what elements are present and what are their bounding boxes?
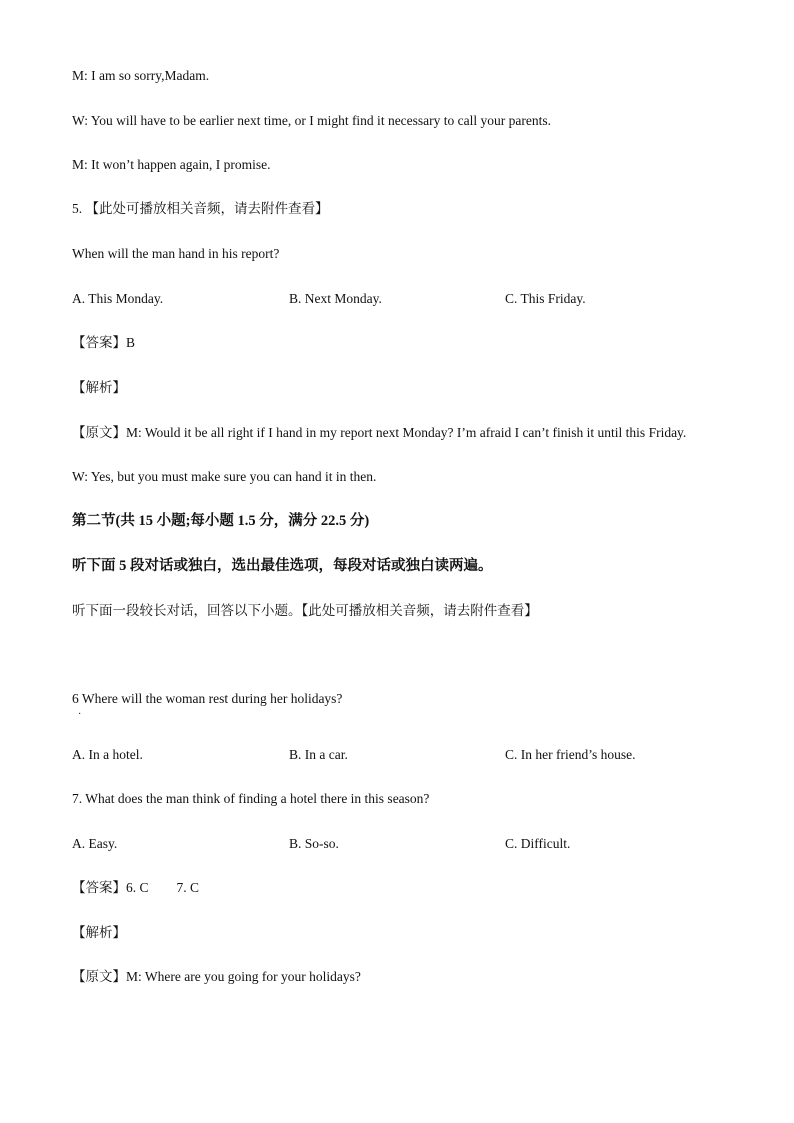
source-text-6-7-m: 【原文】M: Where are you going for your holidays?	[72, 969, 361, 984]
section-2-instructions: 听下面 5 段对话或独白，选出最佳选项，每段对话或独白读两遍。	[72, 558, 493, 574]
q7-option-b: B. So-so.	[289, 836, 339, 851]
dialogue-line-m1: M: I am so sorry,Madam.	[72, 68, 210, 83]
q6-option-a: A. In a hotel.	[72, 747, 143, 762]
question-5-text: When will the man hand in his report?	[72, 246, 280, 261]
question-7-text: 7. What does the man think of finding a hotel there in this season?	[72, 791, 430, 806]
source-text-5-w: W: Yes, but you must make sure you can hand it in then.	[72, 469, 377, 484]
question-5-label[interactable]: 5. 【此处可播放相关音频，请去附件查看】	[72, 201, 329, 216]
q6-option-b: B. In a car.	[289, 747, 348, 762]
answer-6-7	[72, 879, 199, 897]
analysis-5-label: 【解析】	[72, 380, 126, 395]
source-text-5-m: 【原文】M: Would it be all right if I hand in my report next Monday? I’m afraid I can’t finish it until this Friday.	[72, 425, 687, 440]
dialogue-line-w1: W: You will have to be earlier next time, or I might find it necessary to call your parents.	[72, 113, 551, 128]
q7-option-a: A. Easy.	[72, 836, 118, 851]
q5-option-a: A. This Monday.	[72, 291, 164, 306]
section-2-title: 第二节(共 15 小题;每小题 1.5 分，满分 22.5 分)	[72, 513, 370, 529]
answer-5: 【答案】B	[72, 335, 136, 350]
dialogue-line-m2: M: It won’t happen again, I promise.	[72, 157, 271, 172]
q5-option-b: B. Next Monday.	[289, 291, 382, 306]
q5-option-c: C. This Friday.	[505, 291, 586, 306]
question-6-dot: ·	[78, 709, 82, 720]
answer-7: 7. C	[176, 880, 200, 895]
question-6-text: 6 Where will the woman rest during her holidays?	[72, 691, 343, 706]
answer-6: 【答案】6. C	[72, 880, 149, 895]
q6-option-c: C. In her friend’s house.	[505, 747, 636, 762]
analysis-6-7-label: 【解析】	[72, 925, 126, 940]
q7-option-c: C. Difficult.	[505, 836, 571, 851]
passage-intro[interactable]: 听下面一段较长对话，回答以下小题。【此处可播放相关音频，请去附件查看】	[72, 603, 538, 618]
